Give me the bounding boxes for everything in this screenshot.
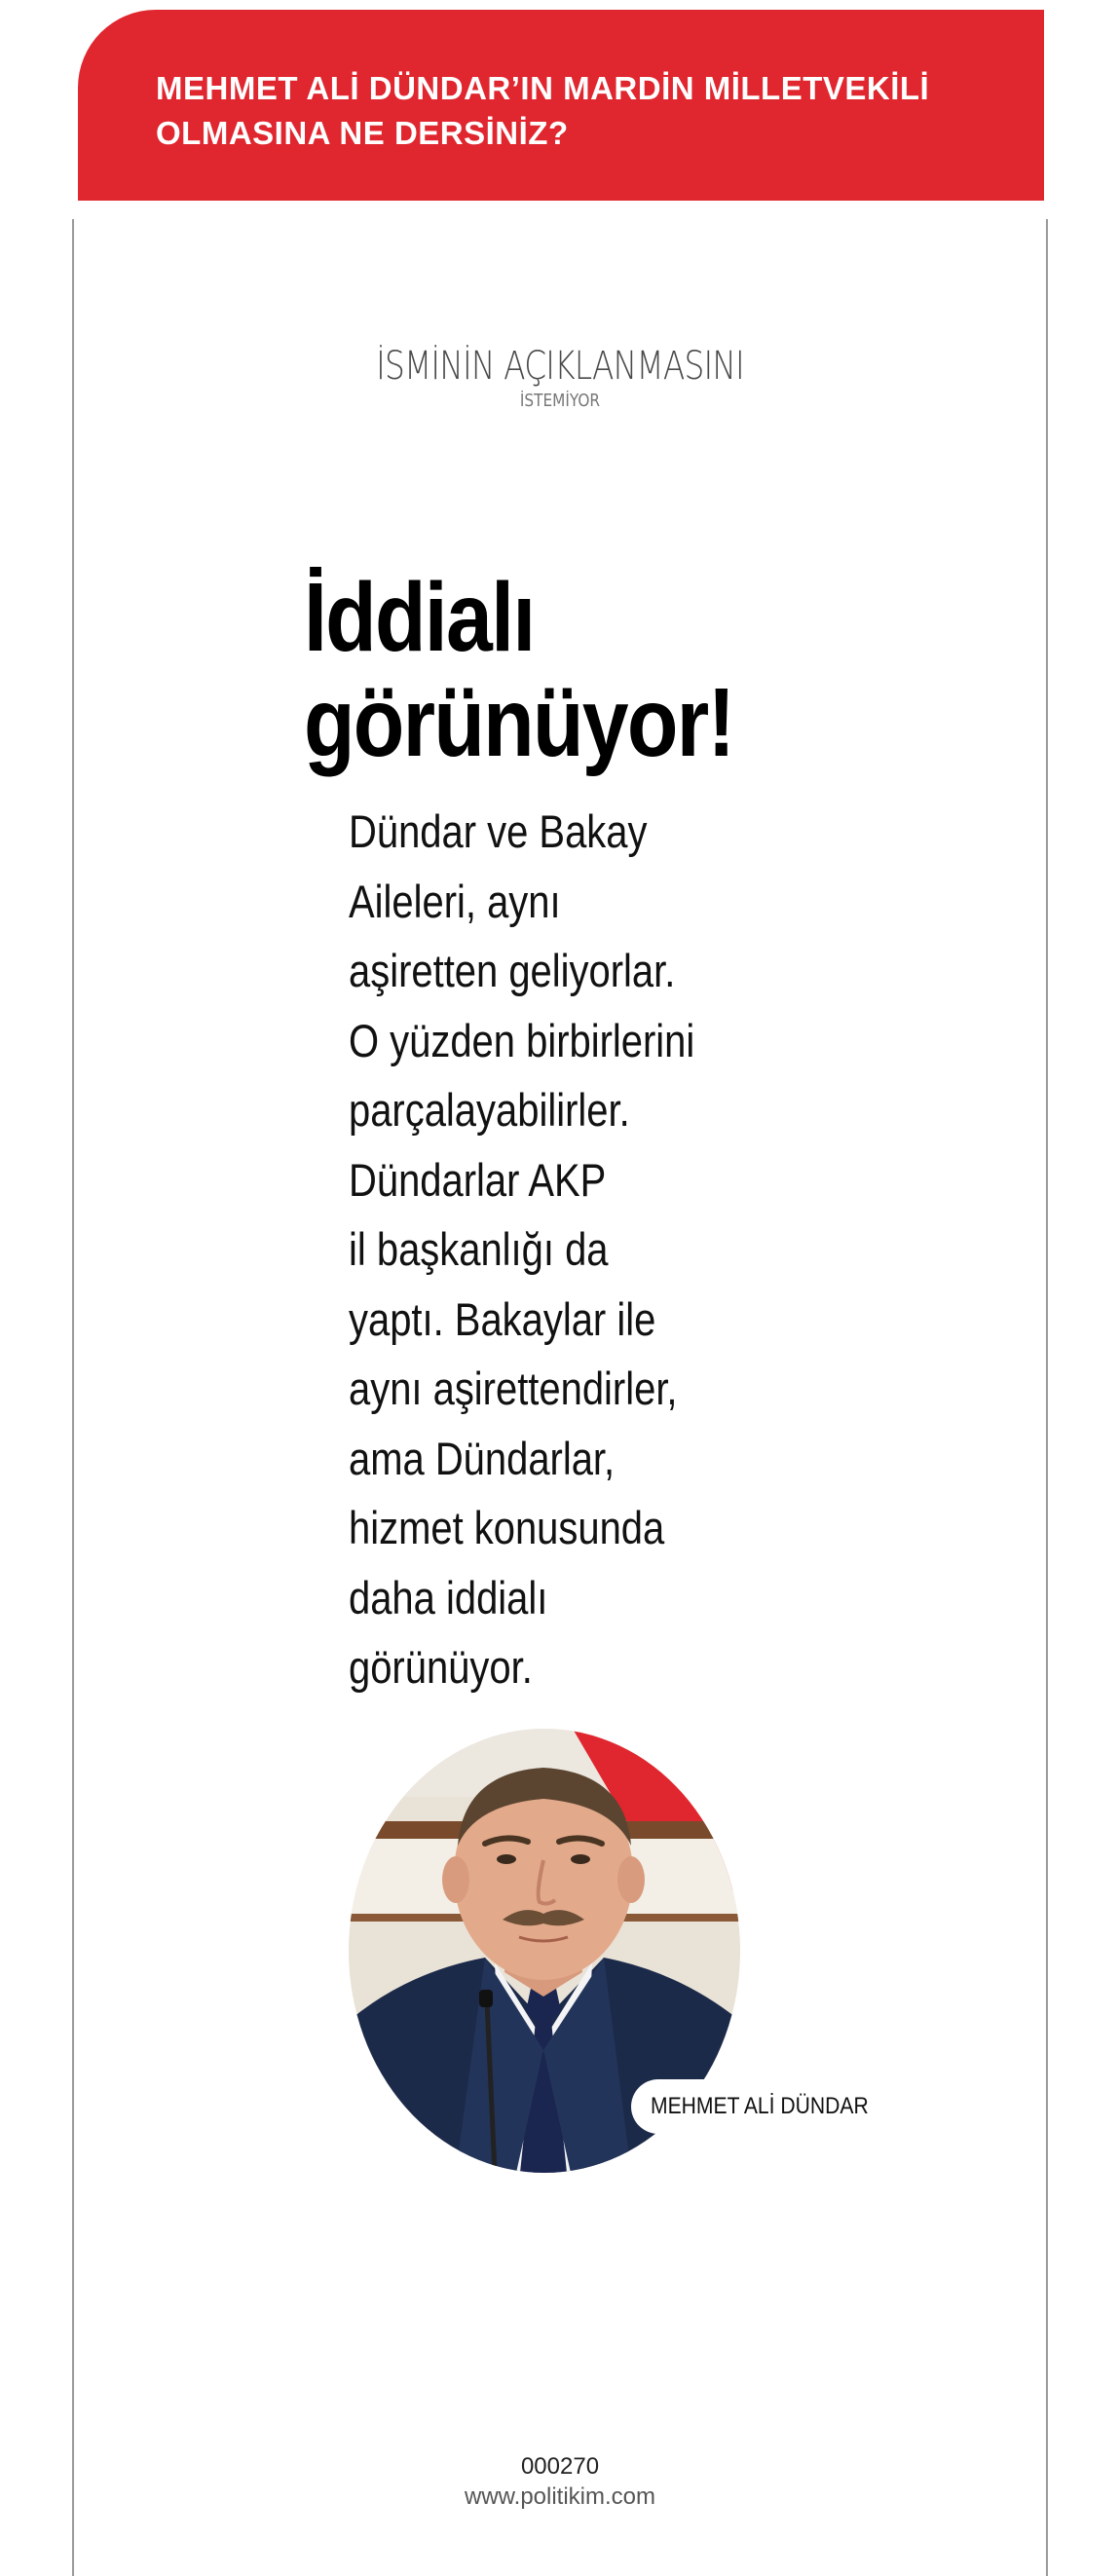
frame-right-border xyxy=(1046,219,1048,2576)
headline-line: İddialı xyxy=(304,563,535,672)
body-line: ama Dündarlar, xyxy=(349,1432,616,1484)
source-title: İSMİNİN AÇIKLANMASINI xyxy=(376,344,744,389)
question-banner xyxy=(78,10,1044,201)
body-line: Dündar ve Bakay xyxy=(349,805,648,857)
article-headline xyxy=(304,565,773,775)
body-line: parçalayabilirler. xyxy=(349,1084,630,1136)
source-block xyxy=(0,343,1120,413)
survey-question: MEHMET ALİ DÜNDAR’IN MARDİN MİLLETVEKİLİ OLMASINA NE DERSİNİZ? xyxy=(156,70,930,151)
body-line: yaptı. Bakaylar ile xyxy=(349,1292,656,1345)
body-line: hizmet konusunda xyxy=(349,1502,665,1553)
footer-url[interactable]: www.politikim.com xyxy=(464,2483,656,2510)
article-body xyxy=(349,797,696,1702)
frame-left-border xyxy=(72,219,74,2576)
body-line: aynı aşirettendirler, xyxy=(349,1363,678,1414)
body-line: görünüyor. xyxy=(349,1641,533,1693)
headline-line: görünüyor! xyxy=(304,668,734,777)
photo-caption xyxy=(631,2079,923,2134)
body-line: O yüzden birbirlerini xyxy=(349,1014,695,1066)
photo-caption-text: MEHMET ALİ DÜNDAR xyxy=(651,2093,869,2119)
body-line: Aileleri, aynı xyxy=(349,875,561,927)
body-line: daha iddialı xyxy=(349,1571,548,1624)
body-line: Dündarlar AKP xyxy=(349,1153,607,1206)
source-subtitle: İSTEMİYOR xyxy=(519,391,601,411)
footer xyxy=(0,2452,1120,2513)
body-line: il başkanlığı da xyxy=(349,1223,609,1275)
body-line: aşiretten geliyorlar. xyxy=(349,945,676,996)
footer-code: 000270 xyxy=(520,2453,600,2480)
